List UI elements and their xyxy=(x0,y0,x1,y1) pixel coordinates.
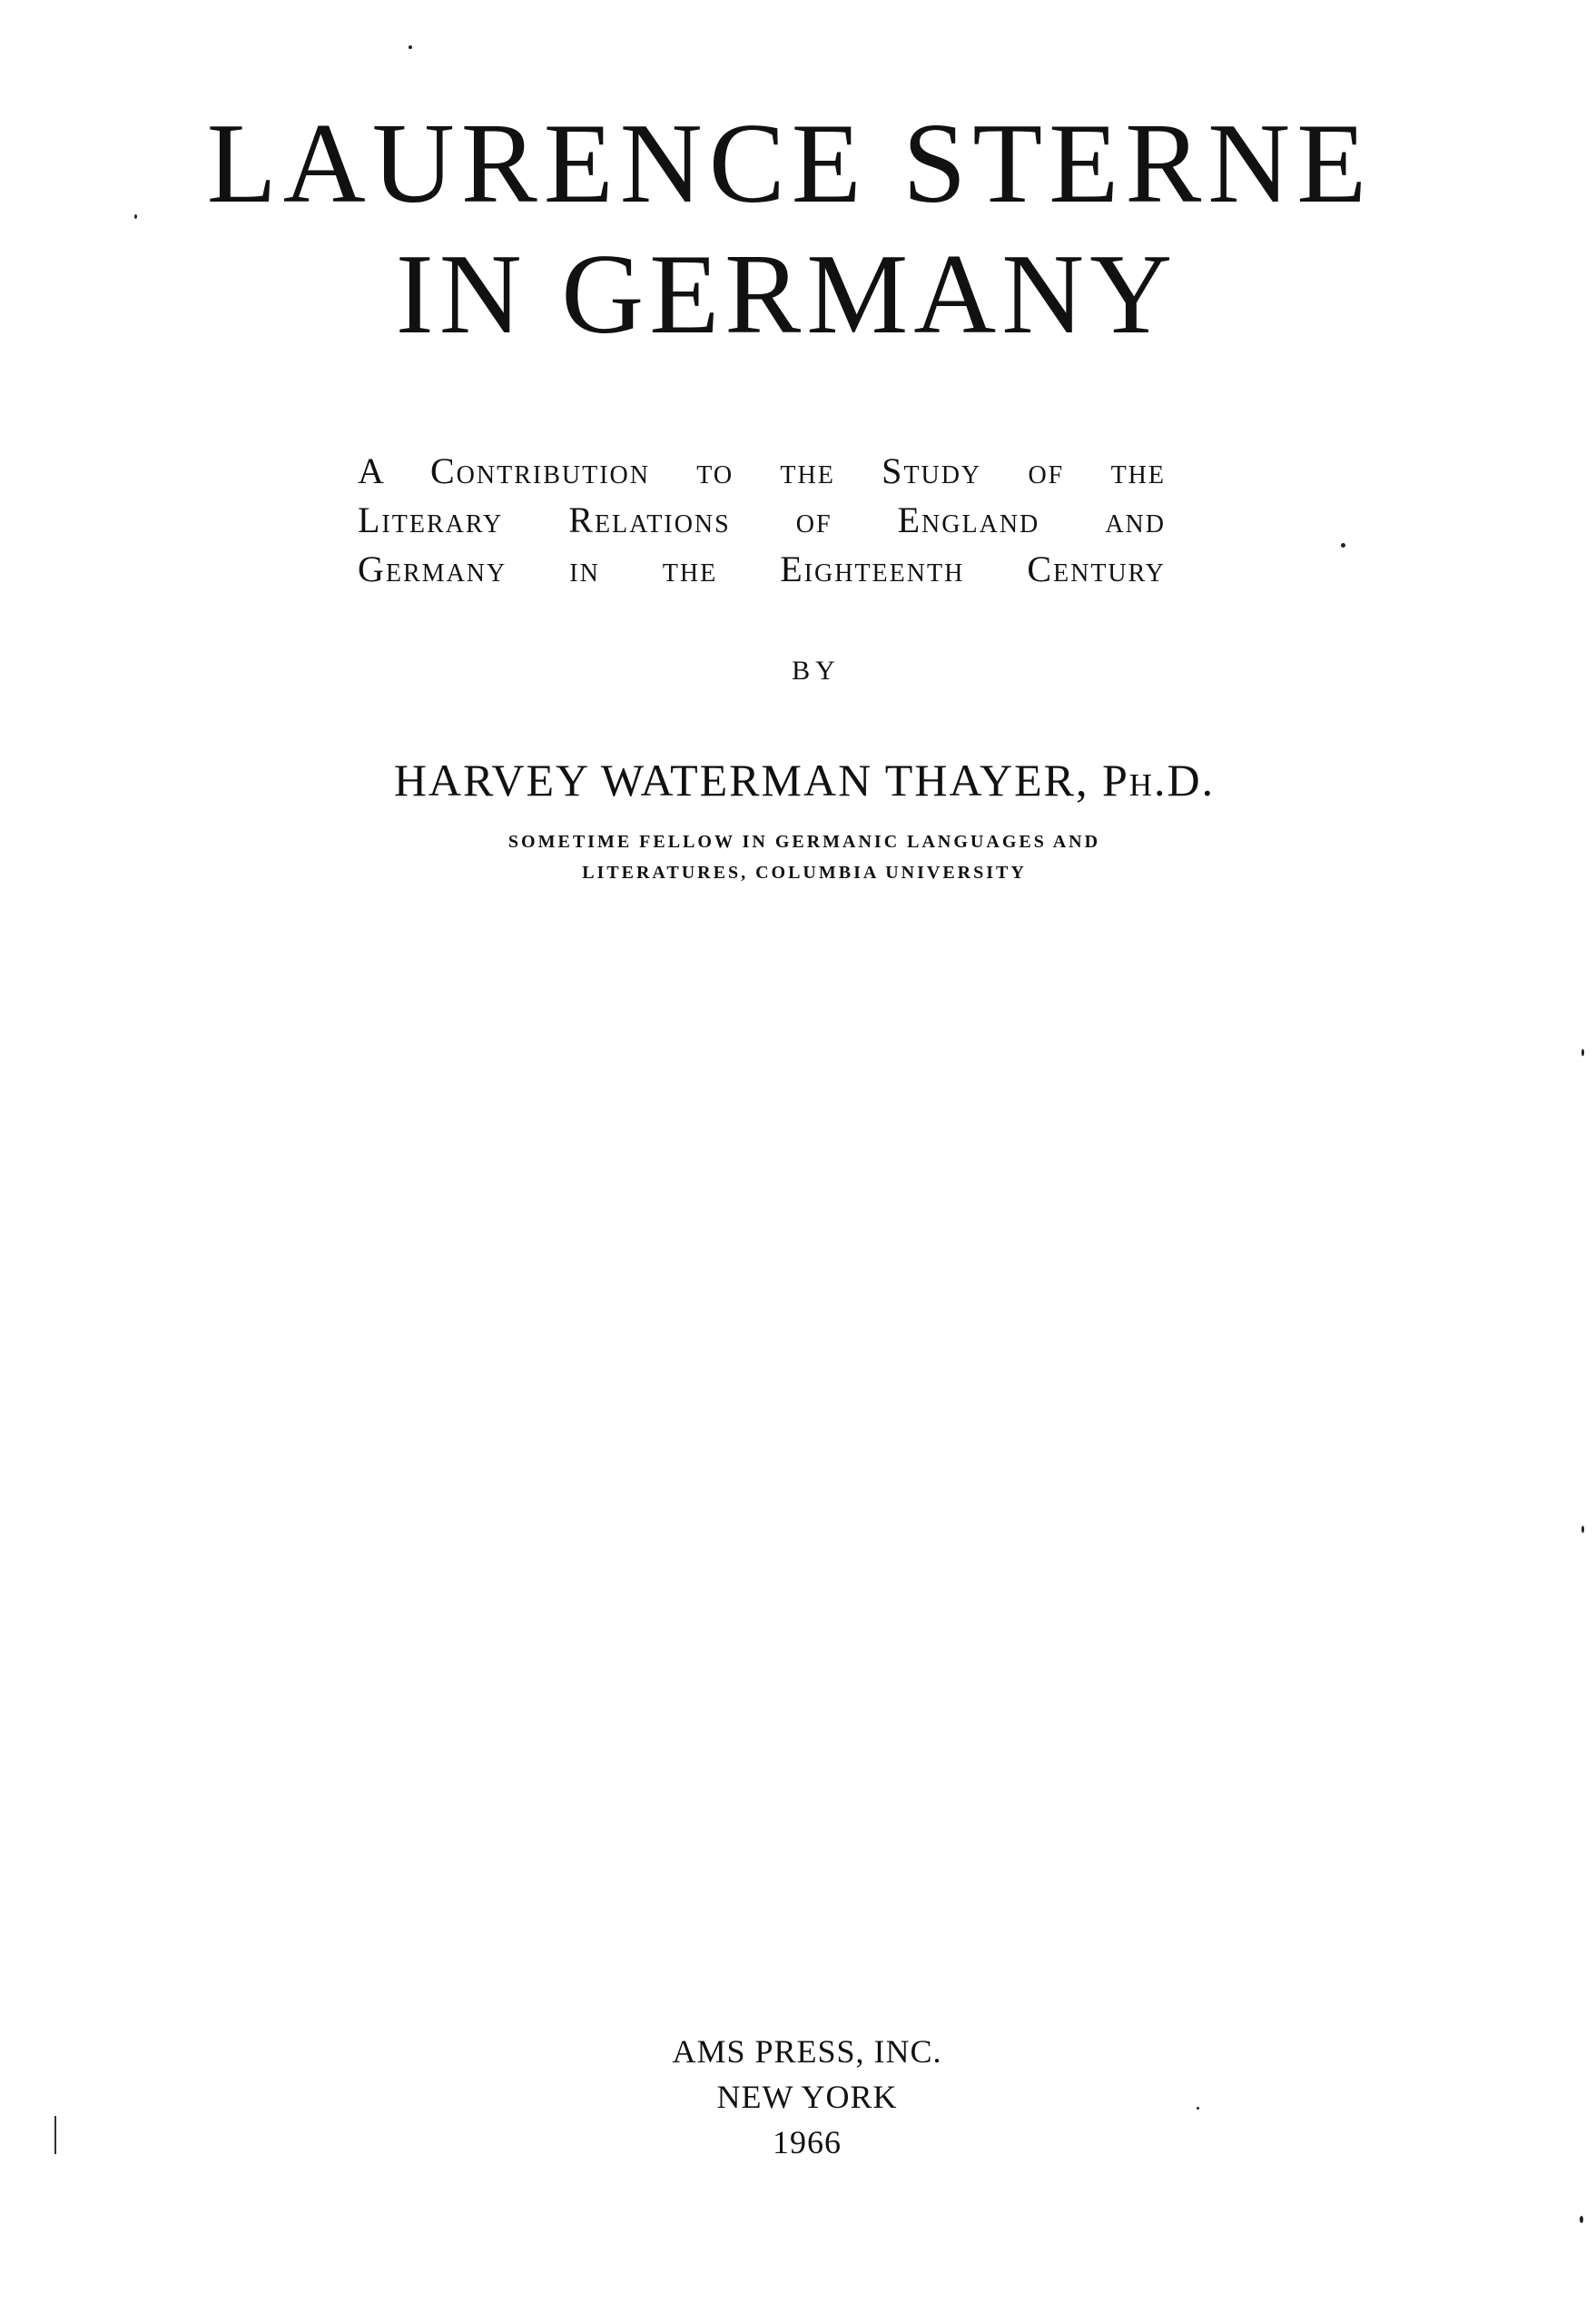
scan-speck xyxy=(1581,1526,1584,1533)
author-degree: Ph.D. xyxy=(1101,755,1216,806)
scan-edge-mark xyxy=(54,2116,56,2154)
scan-speck xyxy=(134,214,137,219)
scan-speck xyxy=(1580,2216,1583,2223)
book-subtitle xyxy=(358,447,1166,594)
author-affiliation xyxy=(0,826,1596,888)
publication-year: 1966 xyxy=(773,2124,842,2160)
publisher-name: AMS PRESS, INC. xyxy=(672,2033,942,2070)
affiliation-line-2: LITERATURES, COLUMBIA UNIVERSITY xyxy=(582,863,1027,883)
publisher-city: NEW YORK xyxy=(716,2079,898,2115)
publisher-imprint xyxy=(0,2029,1596,2165)
byline: BY xyxy=(792,656,841,686)
subtitle-line-3: Germany in the Eighteenth Century xyxy=(358,549,1166,589)
book-title-line-2: IN GERMANY xyxy=(395,232,1178,358)
scan-speck xyxy=(1197,2107,1199,2110)
author-name xyxy=(0,755,1596,806)
author-name-text: HARVEY WATERMAN THAYER, xyxy=(393,755,1089,806)
scan-speck xyxy=(1581,1049,1584,1056)
subtitle-line-1: A Contribution to the Study of the xyxy=(358,450,1166,491)
subtitle-line-2: Literary Relations of England and xyxy=(358,499,1166,540)
scan-speck xyxy=(1341,543,1345,548)
book-title-line-1: LAURENCE STERNE xyxy=(206,101,1374,227)
scan-speck xyxy=(409,45,412,49)
affiliation-line-1: SOMETIME FELLOW IN GERMANIC LANGUAGES AND xyxy=(507,832,1101,852)
